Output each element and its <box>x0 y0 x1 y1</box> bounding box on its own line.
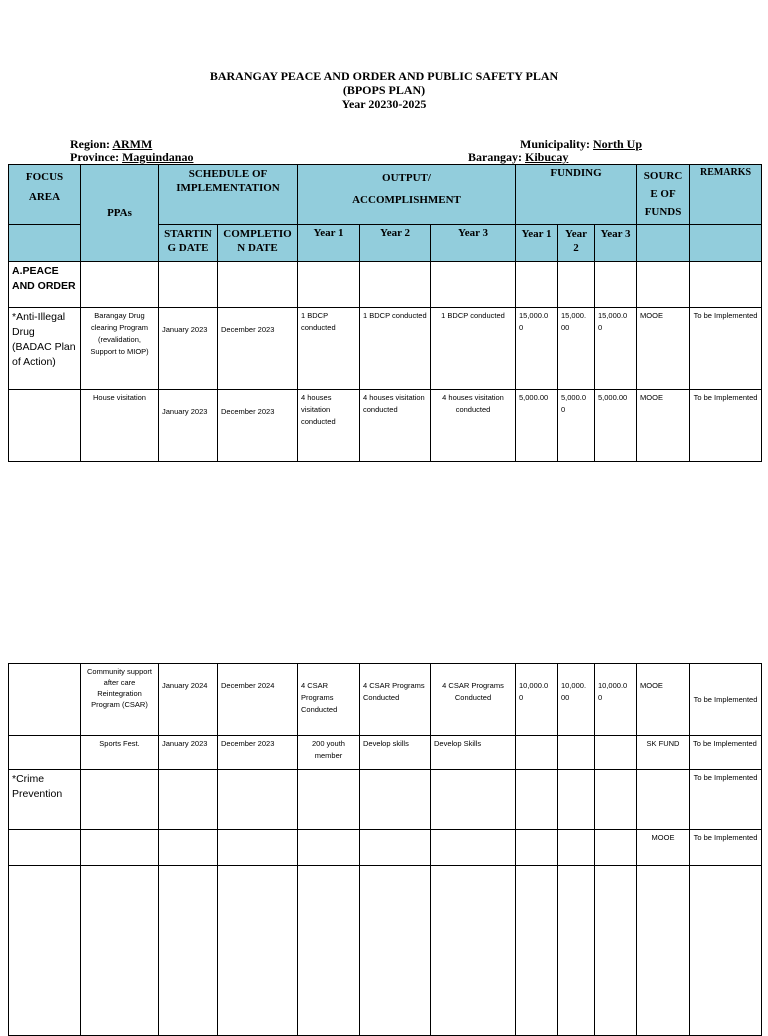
barangay-field <box>468 150 568 164</box>
output-year3-cell: 4 houses visitation conducted <box>431 390 516 462</box>
table-cell <box>9 866 81 1036</box>
remarks-cell: To be Implemented <box>690 830 762 866</box>
table-cell <box>81 830 159 866</box>
ppa-line2: (revalidation, Support to MIOP) <box>90 335 149 356</box>
table-cell <box>558 830 595 866</box>
table-cell <box>637 262 690 308</box>
focus-area-header-line1: FOCUS <box>25 171 64 183</box>
focus-area-crime-prevention: *Crime Prevention <box>9 770 81 830</box>
focus-area-header <box>9 165 81 225</box>
year1-header: Year 1 <box>298 225 360 262</box>
funding-header-text: FUNDING <box>550 167 602 179</box>
table-row <box>9 308 762 390</box>
ppas-header <box>81 165 159 262</box>
completion-date-cell: December 2023 <box>218 308 298 390</box>
table-cell <box>431 866 516 1036</box>
funding-year2-cell: 15,000. 00 <box>558 308 595 390</box>
table-cell <box>595 866 637 1036</box>
funding-year3-cell: 5,000.00 <box>595 390 637 462</box>
output-year1-cell: 200 youth member <box>298 736 360 770</box>
table-cell <box>9 390 81 462</box>
table-cell <box>558 866 595 1036</box>
province-label: Province: <box>70 150 120 164</box>
ppa-cell: House visitation <box>81 390 159 462</box>
table-cell <box>218 262 298 308</box>
table-row <box>9 830 762 866</box>
remarks-cell: To be Implemented <box>690 390 762 462</box>
source-subheader <box>637 225 690 262</box>
output-year3-cell: Develop Skills <box>431 736 516 770</box>
starting-date-cell: January 2023 <box>159 390 218 462</box>
funding-year1-cell: 5,000.00 <box>516 390 558 462</box>
table-cell <box>595 262 637 308</box>
starting-date-cell: January 2024 <box>159 664 218 736</box>
funding-year2-cell: 5,000.0 0 <box>558 390 595 462</box>
funding-year3-header: Year 3 <box>595 225 637 262</box>
document-title: BARANGAY PEACE AND ORDER AND PUBLIC SAFETY PLAN <box>209 69 559 83</box>
table-cell <box>360 770 431 830</box>
table-row <box>9 770 762 830</box>
starting-date-header: STARTIN G DATE <box>159 225 218 262</box>
table-cell <box>431 830 516 866</box>
funding-header <box>516 165 637 225</box>
province-field <box>70 150 193 164</box>
remarks-cell: To be Implemented <box>690 664 762 736</box>
funding-year2-header: Year 2 <box>558 225 595 262</box>
year3-header: Year 3 <box>431 225 516 262</box>
table-cell <box>159 262 218 308</box>
source-of-funds-cell: MOOE <box>637 308 690 390</box>
output-year2-cell: Develop skills <box>360 736 431 770</box>
table-cell <box>298 770 360 830</box>
ppa-line1: Barangay Drug clearing Program <box>90 311 149 332</box>
table-cell <box>516 866 558 1036</box>
table-cell <box>360 830 431 866</box>
province-value: Maguindanao <box>122 150 194 164</box>
funding-year3-cell: 15,000.0 0 <box>595 308 637 390</box>
municipality-label: Municipality: <box>520 137 591 151</box>
output-header-line2: ACCOMPLISHMENT <box>352 194 461 206</box>
table-cell <box>298 866 360 1036</box>
table-cell <box>298 262 360 308</box>
funding-year1-header: Year 1 <box>516 225 558 262</box>
table-cell <box>159 866 218 1036</box>
bpops-plan-table-continued <box>8 663 762 1036</box>
table-cell <box>558 770 595 830</box>
output-year3-cell: 1 BDCP conducted <box>431 308 516 390</box>
table-row <box>9 262 762 308</box>
output-year2-cell: 1 BDCP conducted <box>360 308 431 390</box>
funding-year1-cell: 10,000.0 0 <box>516 664 558 736</box>
table-cell <box>637 866 690 1036</box>
table-cell <box>637 770 690 830</box>
table-cell <box>218 866 298 1036</box>
funding-year1-cell: 15,000.0 0 <box>516 308 558 390</box>
starting-date-cell: January 2023 <box>159 736 218 770</box>
completion-date-header: COMPLETIO N DATE <box>218 225 298 262</box>
source-header-line3: FUNDS <box>644 206 682 218</box>
table-cell <box>516 736 558 770</box>
source-of-funds-cell: MOOE <box>637 390 690 462</box>
table-cell <box>159 830 218 866</box>
source-header-line2: E OF <box>650 188 676 200</box>
source-header <box>637 165 690 225</box>
output-header <box>298 165 516 225</box>
table-cell <box>360 262 431 308</box>
table-cell <box>218 770 298 830</box>
table-cell <box>595 830 637 866</box>
table-cell <box>431 770 516 830</box>
table-cell <box>516 830 558 866</box>
output-header-line1: OUTPUT/ <box>382 172 431 184</box>
table-row <box>9 664 762 736</box>
table-cell <box>595 770 637 830</box>
table-cell <box>298 830 360 866</box>
focus-area-subheader <box>9 225 81 262</box>
ppas-header-text: PPAs <box>107 207 132 219</box>
output-year2-cell: 4 houses visitation conducted <box>360 390 431 462</box>
remarks-cell: To be Implemented <box>690 736 762 770</box>
region-label: Region: <box>70 137 110 151</box>
source-of-funds-cell: SK FUND <box>637 736 690 770</box>
remarks-subheader <box>690 225 762 262</box>
table-cell <box>431 262 516 308</box>
funding-year3-cell: 10,000.0 0 <box>595 664 637 736</box>
region-value: ARMM <box>112 137 153 151</box>
output-year1-cell: 1 BDCP conducted <box>298 308 360 390</box>
table-cell <box>81 262 159 308</box>
table-cell <box>9 736 81 770</box>
barangay-value: Kibucay <box>525 150 569 164</box>
schedule-header <box>159 165 298 225</box>
table-cell <box>558 736 595 770</box>
table-row <box>9 866 762 1036</box>
source-header-line1: SOURC <box>643 170 683 182</box>
table-cell <box>218 830 298 866</box>
completion-date-cell: December 2023 <box>218 390 298 462</box>
table-cell <box>81 866 159 1036</box>
bpops-plan-table <box>8 164 762 462</box>
ppa-cell <box>81 308 159 390</box>
output-year1-cell: 4 houses visitation conducted <box>298 390 360 462</box>
table-cell <box>159 770 218 830</box>
ppa-cell: Community support after care Reintegration Program (CSAR) <box>81 664 159 736</box>
focus-area-anti-illegal-drug: *Anti-Illegal Drug (BADAC Plan of Action) <box>9 308 81 390</box>
completion-date-cell: December 2023 <box>218 736 298 770</box>
table-cell <box>9 664 81 736</box>
document-subtitle: (BPOPS PLAN) <box>342 83 426 97</box>
municipality-field <box>520 137 642 151</box>
remarks-cell: To be Implemented <box>690 770 762 830</box>
schedule-header-text: SCHEDULE OF IMPLEMENTATION <box>176 168 280 194</box>
remarks-cell: To be Implemented <box>690 308 762 390</box>
focus-area-header-line2: AREA <box>28 191 61 203</box>
table-cell <box>516 262 558 308</box>
output-year3-cell: 4 CSAR Programs Conducted <box>431 664 516 736</box>
source-of-funds-cell: MOOE <box>637 664 690 736</box>
table-cell <box>360 866 431 1036</box>
municipality-value: North Up <box>593 137 643 151</box>
barangay-label: Barangay: <box>468 150 522 164</box>
table-cell <box>558 262 595 308</box>
section-peace-and-order: A.PEACE AND ORDER <box>9 262 81 308</box>
remarks-header-text: REMARKS <box>699 167 752 178</box>
table-cell <box>690 866 762 1036</box>
table-cell <box>595 736 637 770</box>
year2-header: Year 2 <box>360 225 431 262</box>
table-cell <box>9 830 81 866</box>
completion-date-cell: December 2024 <box>218 664 298 736</box>
table-row <box>9 736 762 770</box>
remarks-header <box>690 165 762 225</box>
table-cell <box>81 770 159 830</box>
output-year1-cell: 4 CSAR Programs Conducted <box>298 664 360 736</box>
table-row <box>9 390 762 462</box>
starting-date-cell: January 2023 <box>159 308 218 390</box>
output-year2-cell: 4 CSAR Programs Conducted <box>360 664 431 736</box>
ppa-cell: Sports Fest. <box>81 736 159 770</box>
table-cell <box>690 262 762 308</box>
source-of-funds-cell: MOOE <box>637 830 690 866</box>
funding-year2-cell: 10,000. 00 <box>558 664 595 736</box>
table-cell <box>516 770 558 830</box>
region-field <box>70 137 152 151</box>
document-year: Year 20230-2025 <box>341 97 427 111</box>
